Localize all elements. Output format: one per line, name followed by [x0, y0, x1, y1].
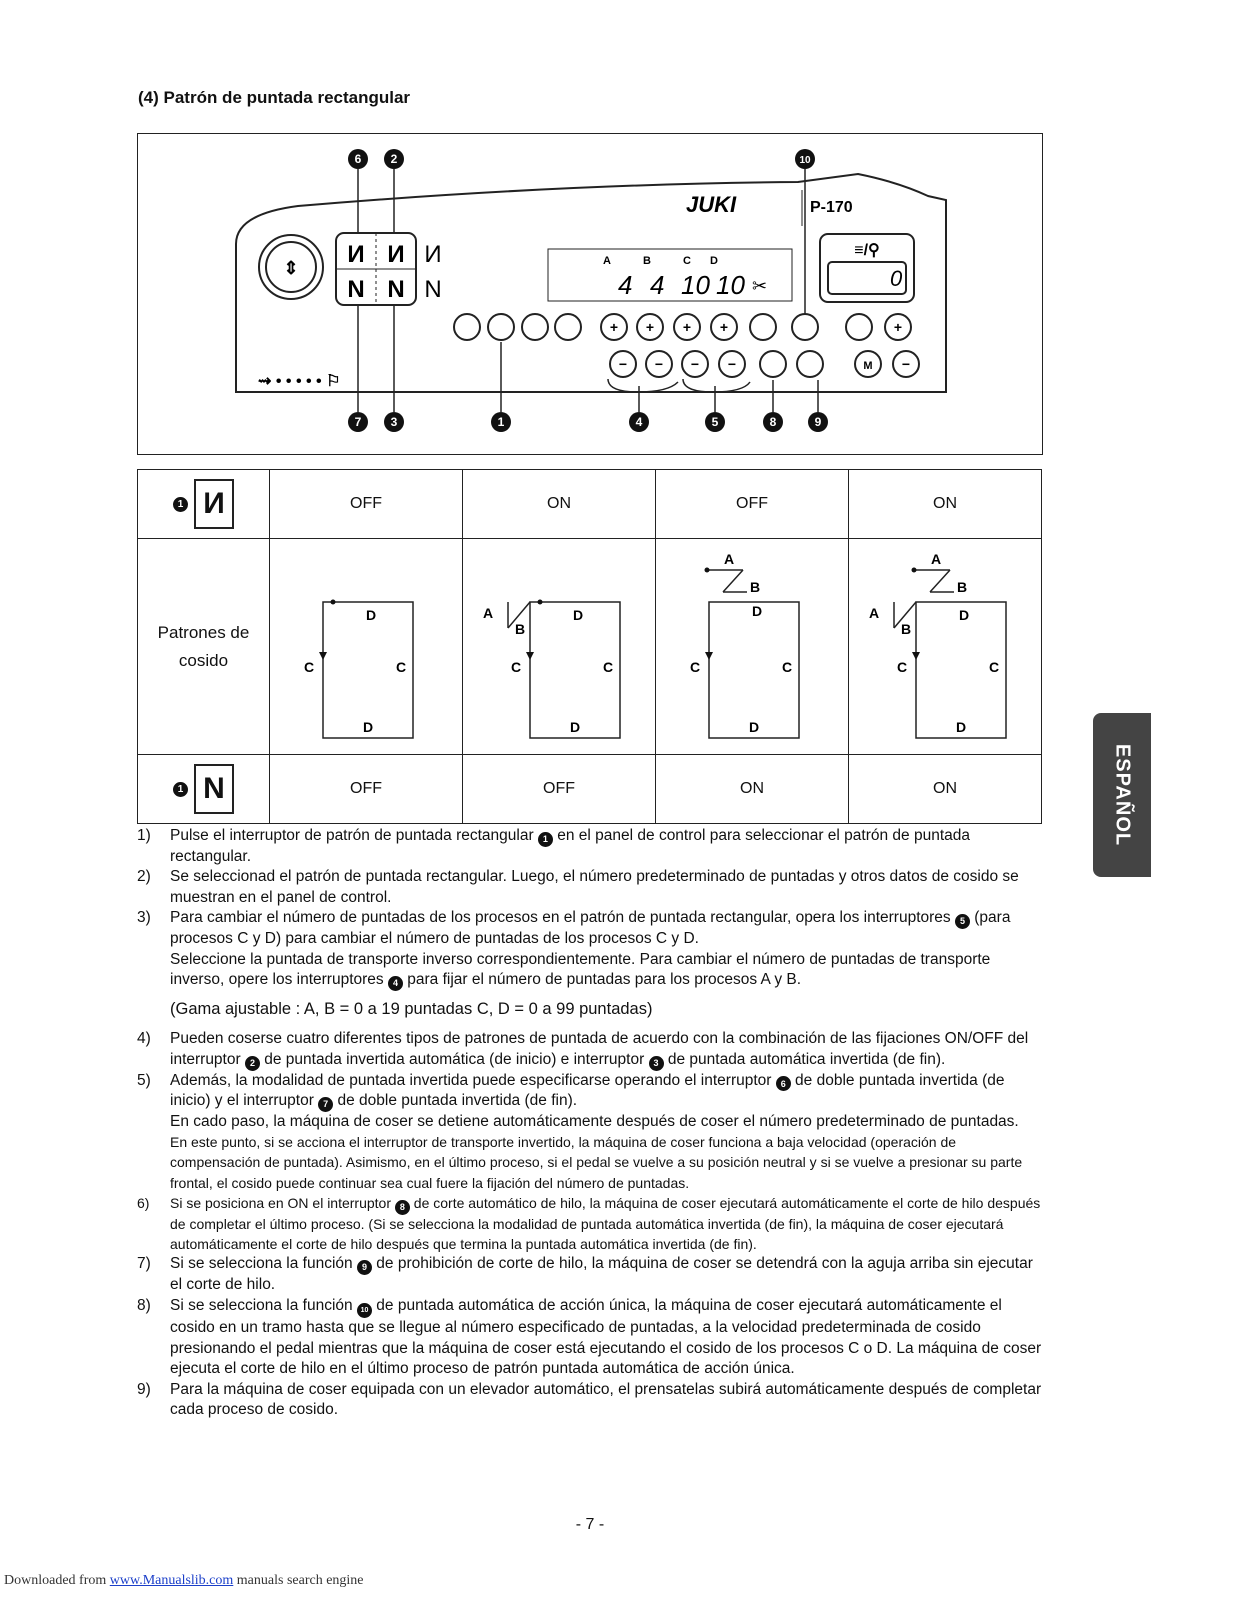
svg-text:C: C: [781, 659, 793, 675]
lcd-label-d: D: [710, 255, 718, 267]
svg-text:A: A: [930, 551, 942, 567]
section-title: (4) Patrón de puntada rectangular: [138, 88, 411, 107]
end-reverse-icon: N: [387, 276, 405, 303]
footer-suffix: manuals search engine: [233, 1573, 364, 1588]
callout-2: 2: [390, 152, 398, 166]
pattern-label-line2: cosido: [178, 650, 229, 670]
svg-text:B: B: [514, 621, 526, 637]
svg-text:C: C: [602, 659, 614, 675]
svg-text:−: −: [901, 356, 911, 372]
svg-text:+: +: [645, 319, 655, 335]
counter-mode-icon: ≡/⚲: [854, 242, 880, 259]
callout-9: 9: [814, 415, 822, 429]
callout-8: 8: [769, 415, 777, 429]
svg-text:C: C: [988, 659, 1000, 675]
pattern-row-label: [138, 539, 270, 755]
adjustable-range: (Gama ajustable : A, B = 0 a 19 puntadas C, D = 0 a 99 puntadas): [170, 999, 653, 1018]
start-reverse-switch-icon: И: [194, 479, 234, 529]
scissors-icon: ✂: [752, 276, 768, 296]
state-cell: ON: [463, 470, 656, 539]
lcd-digit-2: 4: [650, 270, 665, 300]
callout-5: 5: [711, 415, 719, 429]
svg-text:D: D: [569, 719, 581, 735]
state-cell: ON: [849, 755, 1042, 824]
model-label: P-170: [810, 199, 853, 216]
language-tab: [1093, 713, 1151, 877]
state-cell: OFF: [656, 470, 849, 539]
list-item: 4) Pueden coserse cuatro diferentes tipos de patrones de puntada de acuerdo con la combinación de las fijaciones ON/OFF del interruptor 2 de puntada invertida automática (de inicio) e interruptor 3 de puntada automática invertida (de fin).: [137, 1029, 1042, 1070]
pattern-diagram-1: [270, 539, 463, 755]
svg-text:D: D: [748, 719, 760, 735]
callout-10: 10: [799, 155, 811, 166]
svg-text:D: D: [362, 719, 374, 735]
callout-1: 1: [497, 415, 505, 429]
presser-foot-icon: ⇕: [283, 258, 299, 278]
svg-text:B: B: [956, 579, 968, 595]
svg-text:A: A: [723, 551, 735, 567]
svg-text:C: C: [510, 659, 522, 675]
pattern-label-line1: Patrones de: [157, 622, 250, 642]
instructions: [137, 826, 1042, 1421]
key-marker: 1: [173, 782, 188, 797]
pattern-diagram-2: [463, 539, 656, 755]
state-cell: OFF: [463, 755, 656, 824]
start-switch-header: [138, 470, 270, 539]
end-reverse-switch-icon: N: [194, 764, 234, 814]
svg-text:+: +: [682, 319, 692, 335]
pattern-drawing-3: [657, 540, 847, 748]
list-item: 8) Si se selecciona la función 10 de puntada automática de acción única, la máquina de coser ejecutará automáticamente el cosido en un tramo hasta que se llegue al número especificado de puntadas, a la velocidad predeterminada de cosido presionando el pedal mientras que la máquina de coser está ejecutando el cosido de los procesos C o D. La máquina de coser ejecuta el corte de hilo en el último proceso de patrón puntada automática de acción única.: [137, 1296, 1042, 1378]
pattern-table: [137, 469, 1042, 824]
end-switch-header: [138, 755, 270, 824]
svg-text:D: D: [365, 607, 377, 623]
callout-6: 6: [354, 152, 362, 166]
svg-text:B: B: [900, 621, 912, 637]
pattern-diagram-4: [849, 539, 1042, 755]
svg-text:C: C: [303, 659, 315, 675]
callout-4: 4: [635, 415, 643, 429]
page-number: - 7 -: [575, 1516, 605, 1533]
list-item: 5) Además, la modalidad de puntada invertida puede especificarse operando el interruptor 6 de doble puntada invertida (de inicio) y el interruptor 7 de doble puntada invertida (de fin). En cado paso, la máquina de coser se detiene automáticamente después de coser el número predeterminado de puntadas. En este punto, si se acciona el interruptor de transporte invertido, la máquina de coser funciona a baja velocidad (operación de compensación de puntada). Asimismo, en el último proceso, si el pedal se vuelve a su posición neutral y si se vuelve a presionar su parte frontal, el cosido puede continuar sea cual fuere la fijación del número de puntadas.: [137, 1071, 1023, 1191]
brand-logo: JUKI: [686, 192, 737, 217]
state-cell: OFF: [270, 470, 463, 539]
svg-text:M: M: [863, 360, 873, 372]
pattern-drawing-4: [850, 540, 1040, 748]
list-item: 9) Para la máquina de coser equipada con un elevador automático, el prensatelas subirá automáticamente después de completar cada proceso de cosido.: [137, 1380, 1042, 1419]
pattern-diagram-3: [656, 539, 849, 755]
key-marker: 1: [173, 497, 188, 512]
pattern-drawing-1: [271, 540, 461, 748]
svg-text:+: +: [609, 319, 619, 335]
svg-text:D: D: [958, 607, 970, 623]
svg-text:C: C: [395, 659, 407, 675]
language-tab-label: ESPAÑOL: [1111, 743, 1134, 847]
svg-text:D: D: [955, 719, 967, 735]
svg-text:+: +: [893, 319, 903, 335]
svg-text:−: −: [618, 356, 628, 372]
svg-text:+: +: [719, 319, 729, 335]
control-panel-drawing: [138, 134, 1042, 454]
start-reverse-icon: И: [387, 241, 405, 268]
state-cell: OFF: [270, 755, 463, 824]
double-end-icon: N: [347, 276, 365, 303]
pattern-drawing-2: [464, 540, 654, 748]
download-footer: [4, 1573, 364, 1589]
footer-prefix: Downloaded from: [4, 1573, 110, 1588]
table-row: [138, 755, 1042, 824]
lcd-end-symbol: N: [424, 276, 442, 303]
list-item: 7) Si se selecciona la función 9 de prohibición de corte de hilo, la máquina de coser se detendrá con la aguja arriba sin ejecutar el corte de hilo.: [137, 1255, 1033, 1293]
svg-text:A: A: [868, 605, 880, 621]
table-row: [138, 470, 1042, 539]
svg-text:A: A: [482, 605, 494, 621]
lcd-start-symbol: И: [424, 241, 442, 268]
list-item: 1) Pulse el interruptor de patrón de puntada rectangular 1 en el panel de control para seleccionar el patrón de puntada rectangular.: [137, 827, 971, 865]
lcd-label-c: C: [683, 255, 691, 267]
table-row: [138, 539, 1042, 755]
svg-text:−: −: [654, 356, 664, 372]
svg-text:C: C: [689, 659, 701, 675]
callout-7: 7: [354, 415, 362, 429]
svg-text:B: B: [749, 579, 761, 595]
right-display-value: 0: [890, 266, 903, 291]
callout-3: 3: [390, 415, 398, 429]
list-item: 6) Si se posiciona en ON el interruptor 8 de corte automático de hilo, la máquina de coser ejecutará automáticamente el corte de hilo después de completar el último proceso. (Si se selecciona la modalidad de puntada automática invertida (de fin), la máquina de coser ejecutará automáticamente el corte de hilo después que termina la puntada automática invertida (de fin).: [137, 1195, 1041, 1252]
lcd-digit-1: 4: [618, 270, 633, 300]
speed-indicator-icon: ⇝ • • • • • ⚐: [258, 373, 341, 390]
state-cell: ON: [849, 470, 1042, 539]
svg-text:C: C: [896, 659, 908, 675]
control-panel-diagram: [137, 133, 1043, 455]
double-start-icon: И: [347, 241, 365, 268]
svg-text:−: −: [727, 356, 737, 372]
state-cell: ON: [656, 755, 849, 824]
svg-text:−: −: [690, 356, 700, 372]
list-item: 3) Para cambiar el número de puntadas de los procesos en el patrón de puntada rectangular, opera los interruptores 5 (para procesos C y D) para cambiar el número de puntadas de los procesos C y D. Seleccione la puntada de transporte inverso correspondientemente. Para cambiar el número de puntadas de transporte inverso, opere los interruptores 4 para fijar el número de puntadas para los procesos A y B.: [137, 908, 1042, 991]
list-item: 2) Se seleccionad el patrón de puntada rectangular. Luego, el número predeterminado de puntadas y otros datos de cosido se muestran en el panel de control.: [137, 868, 1019, 906]
lcd-label-b: B: [643, 255, 651, 267]
lcd-digit-3: 10: [681, 270, 710, 300]
lcd-label-a: A: [603, 255, 611, 267]
svg-text:D: D: [572, 607, 584, 623]
manualslib-link[interactable]: www.Manualslib.com: [109, 1573, 234, 1588]
svg-text:D: D: [751, 603, 763, 619]
lcd-digit-4: 10: [716, 270, 745, 300]
